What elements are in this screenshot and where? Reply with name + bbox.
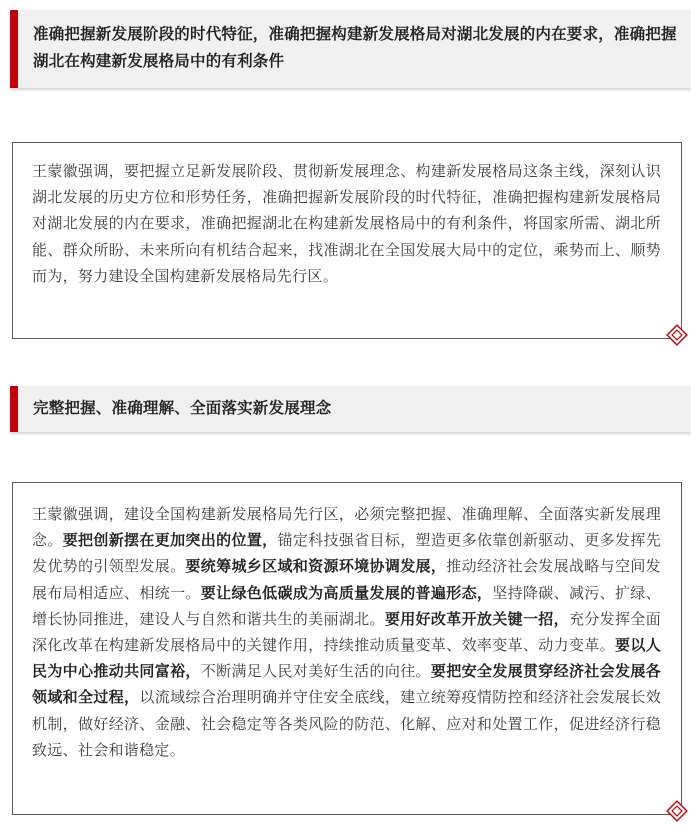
section-text-box-2 [12, 482, 682, 815]
emphasis-text: 要把安全发展贯穿经济社会发展各领域和全过程， [32, 662, 661, 707]
body-text: 坚持降碳、减污、扩绿、增长协同推进，建设人与自然和谐共生的美丽湖北。 [32, 583, 661, 628]
body-text: 以流域综合治理明确并守住安全底线，建立统筹疫情防控和经济社会发展长效机制，做好经济、金融、社会稳定等各类风险的防范、化解、应对和处置工作，促进经济行稳致远、社会和谐稳定。 [32, 688, 661, 759]
body-text: 锚定科技强省目标，塑造更多依靠创新驱动、更多发挥先发优势的引领型发展。 [32, 531, 661, 576]
body-text: 充分发挥全面深化改革在构建新发展格局中的关键作用，持续推动质量变革、效率变革、动力变革。 [32, 609, 661, 655]
red-diamond-ornament-icon [666, 324, 688, 346]
section-paragraph-2 [13, 483, 681, 763]
body-text: 王蒙徽强调，建设全国构建新发展格局先行区，必须完整把握、准确理解、全面落实新发展理念。 [32, 505, 661, 550]
red-diamond-ornament-icon [666, 800, 688, 822]
section-heading-1 [10, 10, 691, 88]
section-heading-2 [10, 386, 691, 432]
emphasis-text: 要以人民为中心推动共同富裕， [32, 636, 662, 681]
body-text: 不断满足人民对美好生活的向往。 [200, 662, 431, 681]
section-text-box-1 [12, 142, 682, 339]
section-heading-2-text: 完整把握、准确理解、全面落实新发展理念 [33, 399, 332, 417]
emphasis-text: 要把创新摆在更加突出的位置， [62, 531, 278, 550]
emphasis-text: 要统筹城乡区域和资源环境协调发展， [185, 557, 447, 576]
body-text: 推动经济社会发展战略与空间发展布局相适应、相统一。 [32, 557, 661, 602]
section-paragraph-1: 王蒙徽强调，要把握立足新发展阶段、贯彻新发展理念、构建新发展格局这条主线，深刻认识湖北发展的历史方位和形势任务，准确把握新发展阶段的时代特征，准确把握构建新发展格局对湖北发展的内在要求，准确把握湖北在构建新发展格局中的有利条件，将国家所需、湖北所能、群众所盼、未来所向有机结合起来，找准湖北在全国发展大局中的定位，乘势而上、顺势而为，努力建设全国构建新发展格局先行区。 [32, 162, 661, 285]
section-heading-1-text: 准确把握新发展阶段的时代特征，准确把握构建新发展格局对湖北发展的内在要求，准确把握湖北在构建新发展格局中的有利条件 [33, 25, 677, 70]
emphasis-text: 要用好改革开放关键一招， [384, 609, 569, 628]
emphasis-text: 要让绿色低碳成为高质量发展的普遍形态， [200, 583, 493, 602]
